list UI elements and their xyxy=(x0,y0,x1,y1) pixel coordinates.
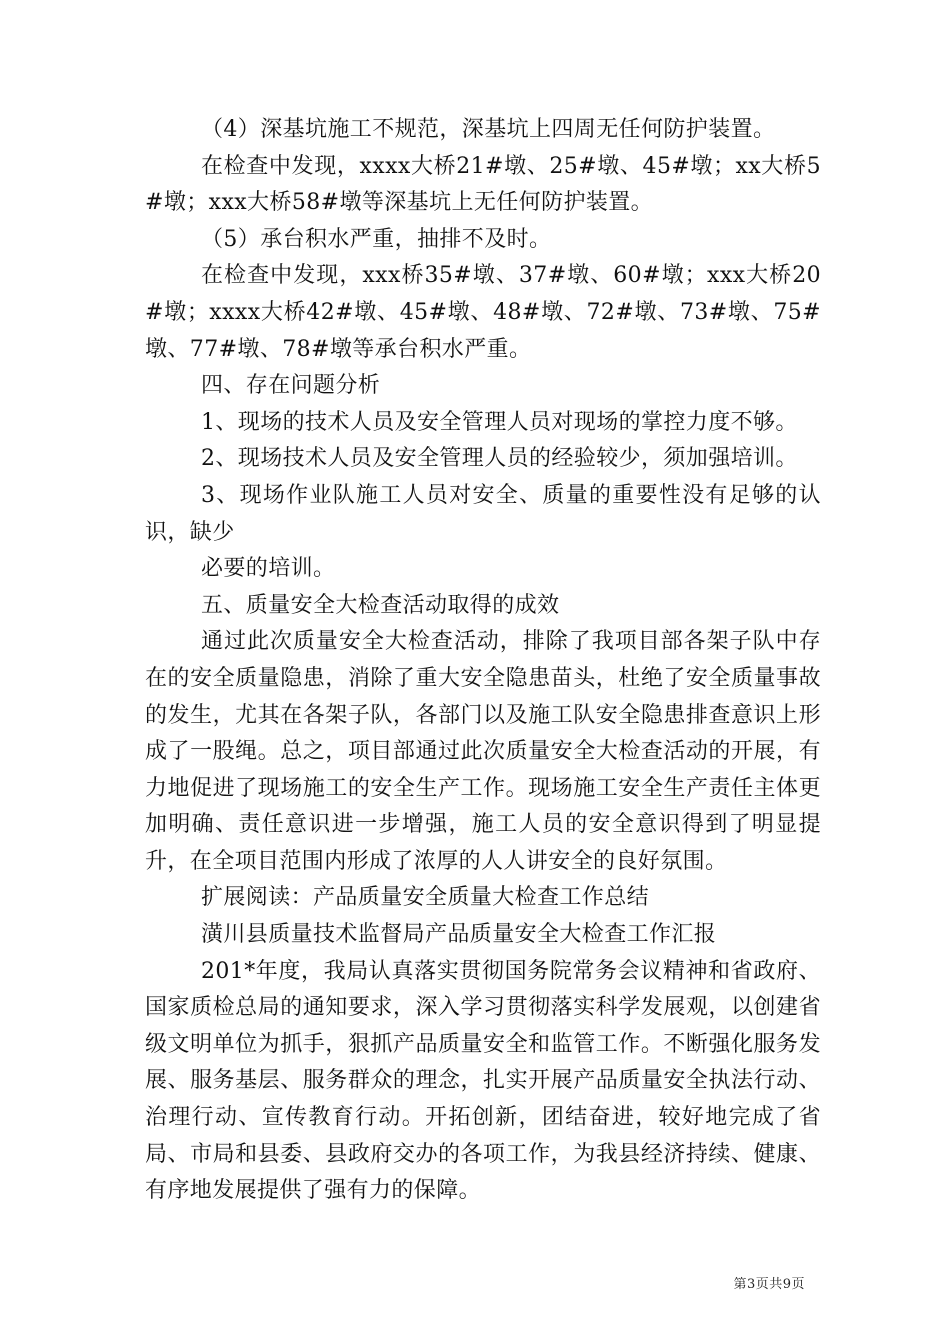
document-body xyxy=(145,112,821,1210)
paragraph-deep-pit-findings: 在检查中发现，xxxx大桥21#墩、25#墩、45#墩；xx大桥5#墩；xxx大桥58#墩等深基坑上无任何防护装置。 xyxy=(145,153,821,216)
extended-reading-title: 扩展阅读：产品质量安全质量大检查工作总结 xyxy=(201,885,650,911)
results-paragraph: 通过此次质量安全大检查活动，排除了我项目部各架子队中存在的安全质量隐患，消除了重大安全隐患苗头，杜绝了安全质量事故的发生，尤其在各架子队，各部门以及施工队安全隐患排查意识上形成了一股绳。总之，项目部通过此次质量安全大检查活动的开展，有力地促进了现场施工的安全生产工作。现场施工安全生产责任主体更加明确、责任意识进一步增强，施工人员的安全意识得到了明显提升，在全项目范围内形成了浓厚的人人讲安全的良好氛围。 xyxy=(145,629,821,874)
analysis-point-2: 2、现场技术人员及安全管理人员的经验较少，须加强培训。 xyxy=(201,446,798,472)
section-heading-analysis: 四、存在问题分析 xyxy=(201,373,381,399)
analysis-point-1: 1、现场的技术人员及安全管理人员对现场的掌控力度不够。 xyxy=(201,409,798,435)
paragraph-water-findings: 在检查中发现，xxx桥35#墩、37#墩、60#墩；xxx大桥20#墩；xxxx大桥42#墩、45#墩、48#墩、72#墩、73#墩、75#墩、77#墩、78#墩等承台积水严重。 xyxy=(145,263,821,362)
paragraph-item-5: （5）承台积水严重，抽排不及时。 xyxy=(201,226,552,252)
page-number: 第3页共9页 xyxy=(733,1277,805,1292)
report-paragraph: 201*年度，我局认真落实贯彻国务院常务会议精神和省政府、国家质检总局的通知要求，深入学习贯彻落实科学发展观，以创建省级文明单位为抓手，狠抓产品质量安全和监管工作。不断强化服务发展、服务基层、服务群众的理念，扎实开展产品质量安全执法行动、治理行动、宣传教育行动。开拓创新，团结奋进，较好地完成了省局、市局和县委、县政府交办的各项工作，为我县经济持续、健康、有序地发展提供了强有力的保障。 xyxy=(145,958,821,1204)
report-title: 潢川县质量技术监督局产品质量安全大检查工作汇报 xyxy=(201,922,717,948)
section-heading-results: 五、质量安全大检查活动取得的成效 xyxy=(201,592,560,618)
analysis-point-3: 3、现场作业队施工人员对安全、质量的重要性没有足够的认识，缺少 xyxy=(145,482,821,545)
analysis-point-3-continued: 必要的培训。 xyxy=(201,556,336,582)
paragraph-item-4: （4）深基坑施工不规范，深基坑上四周无任何防护装置。 xyxy=(201,117,776,142)
